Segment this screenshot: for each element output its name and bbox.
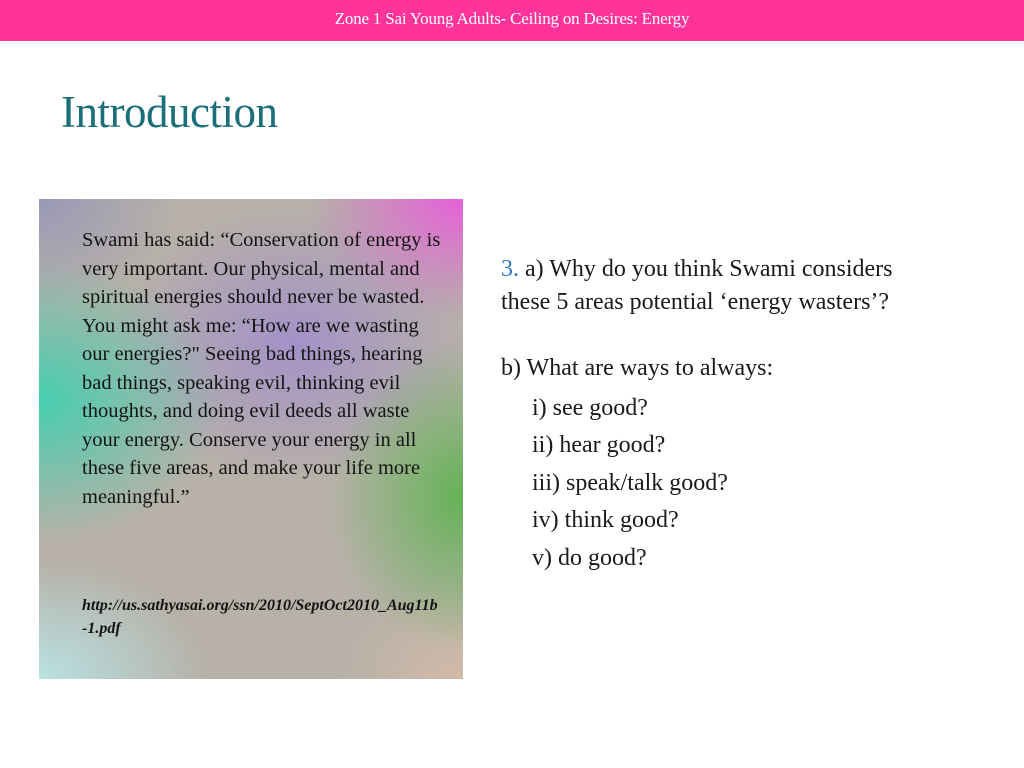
list-item: ii) hear good? bbox=[532, 432, 666, 458]
question-3b-list bbox=[501, 390, 931, 578]
list-item: iv) think good? bbox=[532, 507, 679, 533]
quote-source-link[interactable]: http://us.sathyasai.org/ssn/2010/SeptOct2010_Aug11b-1.pdf bbox=[82, 597, 438, 637]
question-3a-text: a) Why do you think Swami considers these 5 areas potential ‘energy wasters’? bbox=[501, 256, 893, 315]
question-3b: b) What are ways to always: bbox=[501, 355, 774, 381]
list-item: iii) speak/talk good? bbox=[532, 469, 728, 496]
list-item: i) see good? bbox=[532, 394, 648, 421]
questions-block bbox=[501, 253, 931, 577]
slide-title: Introduction bbox=[61, 87, 278, 137]
list-item: v) do good? bbox=[532, 544, 647, 571]
quote-box bbox=[39, 199, 463, 679]
question-3a bbox=[501, 253, 931, 318]
header-bar bbox=[0, 0, 1024, 41]
quote-text: Swami has said: “Conservation of energy is very important. Our physical, mental and spiritual energies should never be wasted. You might ask me: “How are we wasting our energies?" Seeing bad things, hearing bad things, speaking evil, thinking evil thoughts, and doing evil deeds all waste your energy. Conserve your energy in all these five areas, and make your life more meaningful.” bbox=[82, 229, 441, 508]
header-title: Zone 1 Sai Young Adults- Ceiling on Desires: Energy bbox=[334, 8, 690, 28]
question-number: 3. bbox=[501, 256, 519, 282]
